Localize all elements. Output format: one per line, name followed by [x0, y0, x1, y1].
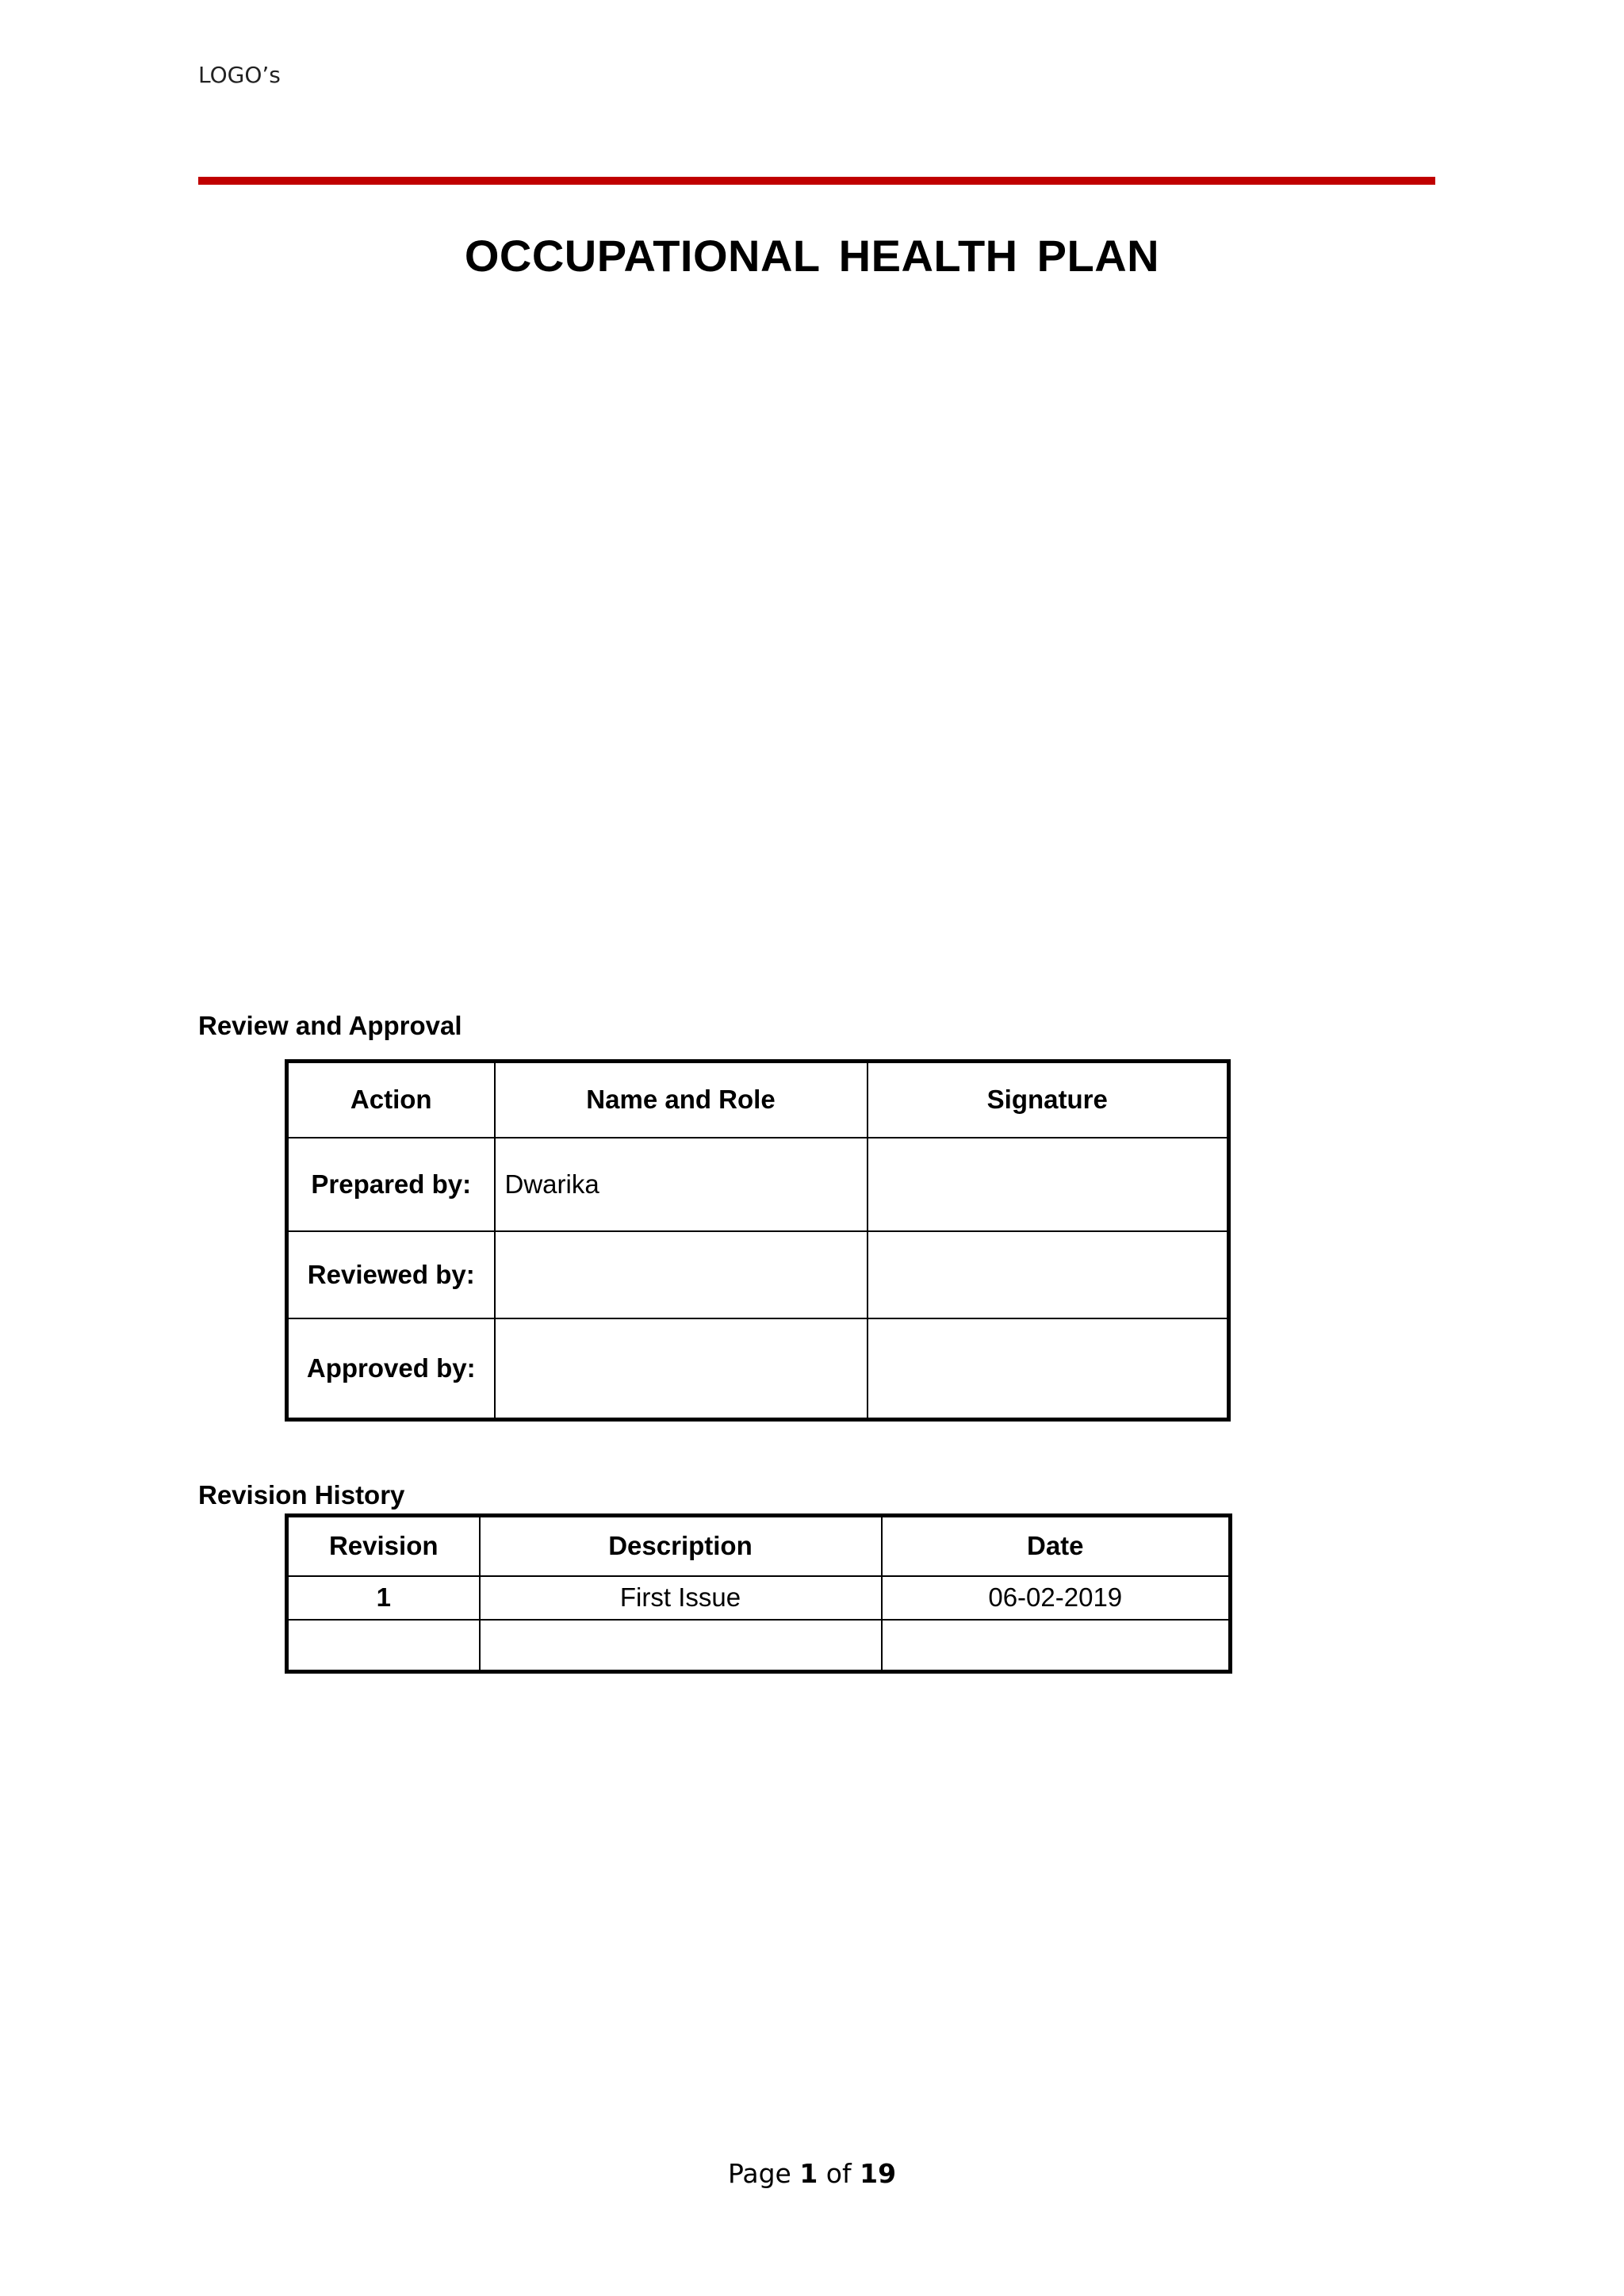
date-cell: [882, 1620, 1231, 1672]
column-header-action: Action: [287, 1062, 495, 1138]
table-header-row: [287, 1062, 1229, 1138]
header-divider: [198, 177, 1435, 185]
name-role-cell: [495, 1231, 868, 1318]
table-row-approved: [287, 1318, 1229, 1420]
column-header-date: Date: [882, 1516, 1231, 1576]
page-number-footer: [0, 2158, 1624, 2189]
revision-cell: 1: [287, 1576, 480, 1620]
action-cell: Prepared by:: [287, 1138, 495, 1231]
name-role-cell: [495, 1318, 868, 1420]
signature-cell: [868, 1318, 1229, 1420]
column-header-signature: Signature: [868, 1062, 1229, 1138]
review-approval-heading: Review and Approval: [198, 1011, 462, 1040]
page-total: 19: [860, 2158, 897, 2189]
revision-history-table: [285, 1513, 1232, 1674]
table-row-prepared: [287, 1138, 1229, 1231]
description-cell: First Issue: [480, 1576, 882, 1620]
column-header-description: Description: [480, 1516, 882, 1576]
signature-cell: [868, 1231, 1229, 1318]
name-role-cell: Dwarika: [495, 1138, 868, 1231]
table-row-reviewed: [287, 1231, 1229, 1318]
description-cell: [480, 1620, 882, 1672]
revision-cell: [287, 1620, 480, 1672]
action-cell: Reviewed by:: [287, 1231, 495, 1318]
header-logo-text: LOGO’s: [198, 62, 281, 88]
page-current: 1: [799, 2158, 818, 2189]
table-row: [287, 1620, 1231, 1672]
review-approval-table: [285, 1059, 1231, 1422]
action-cell: Approved by:: [287, 1318, 495, 1420]
table-row: [287, 1576, 1231, 1620]
document-title: OCCUPATIONAL HEALTH PLAN: [464, 231, 1160, 281]
table-header-row: [287, 1516, 1231, 1576]
page-prefix: Page: [727, 2158, 791, 2189]
date-cell: 06-02-2019: [882, 1576, 1231, 1620]
signature-cell: [868, 1138, 1229, 1231]
column-header-revision: Revision: [287, 1516, 480, 1576]
column-header-name-role: Name and Role: [495, 1062, 868, 1138]
revision-history-heading: Revision History: [198, 1480, 405, 1510]
page-of: of: [825, 2158, 852, 2189]
